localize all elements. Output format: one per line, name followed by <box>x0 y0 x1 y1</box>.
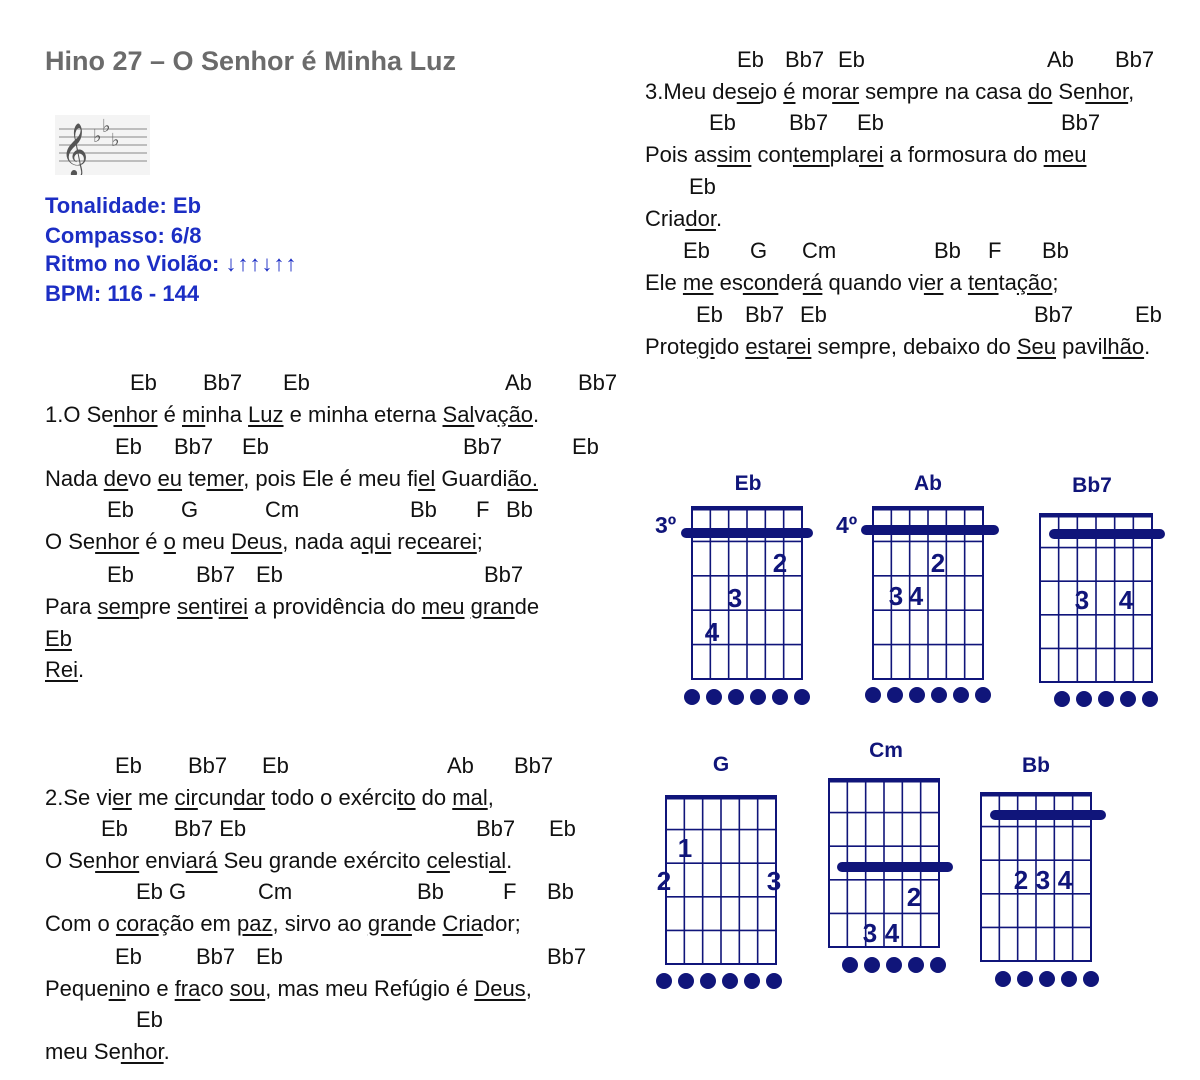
underlined-syllable: to <box>397 785 416 810</box>
chord-symbol: Ab <box>505 370 532 395</box>
lyric-text: todo o exérci <box>265 785 398 810</box>
string-dot <box>1083 971 1099 987</box>
chord-symbol: Bb7 <box>785 47 825 72</box>
chord-symbol: Bb7 <box>463 434 503 459</box>
lyric-text: é <box>157 402 182 427</box>
lyric-text: ção <box>158 911 195 936</box>
chord-diagram-cm <box>829 739 948 973</box>
lyric-text: , <box>487 785 494 810</box>
chord-symbol: Eb <box>256 944 283 969</box>
underlined-syllable: qui <box>361 529 392 554</box>
string-dot <box>1061 971 1077 987</box>
chord-symbol: Bb7 <box>514 753 554 778</box>
underlined-syllable: cora <box>115 911 159 936</box>
chord-symbol: Eb <box>689 174 716 199</box>
underlined-syllable: irei <box>218 594 249 619</box>
string-dot <box>886 957 902 973</box>
underlined-syllable: ce <box>426 848 450 873</box>
string-dot <box>722 973 738 989</box>
lyric-text: me <box>131 785 175 810</box>
underlined-syllable: ão. <box>507 466 538 491</box>
underlined-syllable: Sal <box>442 402 475 427</box>
underlined-syllable: meu <box>421 594 465 619</box>
lyric-text: Seu grande exército <box>217 848 427 873</box>
chord-symbol: Bb <box>1042 238 1069 263</box>
underlined-syllable: eu <box>157 466 183 491</box>
lyric-text: quando vi <box>822 270 924 295</box>
chord-diagram-name: Bb <box>1022 754 1050 777</box>
finger-number: 2 <box>930 548 946 578</box>
lyric-text: , <box>1128 79 1135 104</box>
string-dot <box>728 689 744 705</box>
string-dot <box>864 957 880 973</box>
underlined-syllable: er <box>112 785 132 810</box>
chord-symbol: Eb <box>838 47 865 72</box>
lyric-text: 3.Meu de <box>645 79 737 104</box>
underlined-syllable: ará <box>185 848 218 873</box>
lyric-text: , pois Ele é meu fi <box>243 466 419 491</box>
lyric-text: meu Se <box>45 1039 121 1064</box>
chord-diagram-name: Cm <box>869 739 903 762</box>
chord-symbol: Eb <box>115 753 142 778</box>
string-dot <box>865 687 881 703</box>
lyric-text: pla <box>829 142 860 167</box>
finger-number: 3 <box>1035 865 1051 895</box>
underlined-syllable: rá <box>802 270 823 295</box>
chord-symbol: Eb <box>800 302 827 327</box>
lyric-text: nha <box>205 402 249 427</box>
chord-symbol: Eb <box>115 434 142 459</box>
chord-diagram-ab <box>836 472 994 703</box>
string-dot <box>887 687 903 703</box>
svg-text:𝄞: 𝄞 <box>61 123 89 175</box>
lyric-text: de <box>778 270 803 295</box>
chord-symbol: G <box>750 238 768 263</box>
chord-diagram-bb <box>981 754 1101 987</box>
underlined-syllable: sem <box>97 594 140 619</box>
chord-symbol: Eb <box>115 944 142 969</box>
underlined-syllable: ção <box>497 402 534 427</box>
lyric-text: mo <box>795 79 833 104</box>
string-dot <box>1054 691 1070 707</box>
lyric-text: co <box>200 976 230 1001</box>
lyric-text: t <box>212 594 219 619</box>
chord-symbol: Bb7 <box>203 370 243 395</box>
chord-symbol: F <box>503 879 517 904</box>
underlined-syllable: se <box>736 79 760 104</box>
chord-diagram-name: Bb7 <box>1072 474 1112 497</box>
underlined-syllable: o <box>163 529 176 554</box>
chord-symbol: Eb <box>572 434 599 459</box>
underlined-syllable: con <box>742 270 779 295</box>
lyric-text: meu <box>175 529 231 554</box>
underlined-syllable: nhor <box>95 529 140 554</box>
chord-symbol: Eb <box>683 238 710 263</box>
lyric-text: ta <box>768 334 787 359</box>
chord-symbol: Bb7 <box>547 944 587 969</box>
svg-text:♭: ♭ <box>102 116 111 136</box>
underlined-syllable: sim <box>717 142 752 167</box>
chord-symbol: Eb <box>549 816 576 841</box>
underlined-syllable: tem <box>792 142 830 167</box>
chord-symbol: Bb7 <box>1061 110 1101 135</box>
string-dot <box>1120 691 1136 707</box>
chord-symbol: Eb <box>709 110 736 135</box>
chord-symbol: Bb7 <box>196 562 236 587</box>
underlined-syllable: fra <box>174 976 201 1001</box>
chord-symbol: Bb7 <box>196 944 236 969</box>
lyric-text: de <box>411 911 443 936</box>
lyric-text: 1.O Se <box>45 402 114 427</box>
lyric-text: . <box>78 657 85 682</box>
lyric-text: vo <box>128 466 158 491</box>
underlined-syllable: de <box>103 466 129 491</box>
string-dot <box>909 687 925 703</box>
lyric-text: do <box>415 785 453 810</box>
underlined-syllable: ni <box>108 976 126 1001</box>
underlined-syllable: é <box>783 79 796 104</box>
lyric-text: , sirvo ao <box>272 911 368 936</box>
string-dot <box>1142 691 1158 707</box>
underlined-syllable: mal <box>452 785 488 810</box>
chord-symbol: Bb <box>417 879 444 904</box>
lyric-text: dor <box>482 911 515 936</box>
chord-diagram-eb <box>655 472 810 705</box>
lyric-text: Pois as <box>645 142 718 167</box>
string-dot <box>1039 971 1055 987</box>
chord-diagram-name: G <box>712 753 730 776</box>
underlined-syllable: gi <box>697 334 715 359</box>
chord-symbol: Bb7 Eb <box>174 816 247 841</box>
string-dot <box>656 973 672 989</box>
chord-symbol: Eb <box>130 370 157 395</box>
underlined-syllable: sou <box>229 976 266 1001</box>
underlined-syllable: paz <box>237 911 273 936</box>
lyric-text: Prote <box>645 334 698 359</box>
ritmo-label: Ritmo no Violão: <box>45 251 220 276</box>
chord-symbol: Bb7 <box>578 370 618 395</box>
finger-number: 1 <box>677 833 693 863</box>
underlined-syllable: ten <box>967 270 999 295</box>
chord-symbol: Cm <box>802 238 837 263</box>
underlined-syllable: ção <box>1016 270 1053 295</box>
underlined-syllable: Rei <box>45 657 79 682</box>
finger-number: 3 <box>888 581 904 611</box>
string-dot <box>930 957 946 973</box>
underlined-syllable: el <box>418 466 436 491</box>
underlined-syllable: mi <box>182 402 206 427</box>
underlined-syllable: gran <box>470 594 515 619</box>
finger-number: 4 <box>884 918 900 948</box>
page-title: Hino 27 – O Senhor é Minha Luz <box>45 46 457 76</box>
underlined-syllable: mer <box>206 466 244 491</box>
lyric-text: . <box>506 848 513 873</box>
lyric-text: a providência do <box>248 594 422 619</box>
chord-symbol: Bb7 <box>484 562 524 587</box>
underlined-syllable: rei <box>786 334 812 359</box>
lyric-text: pre <box>139 594 178 619</box>
underlined-syllable: nhor <box>120 1039 164 1064</box>
lyric-text: de <box>514 594 540 619</box>
underlined-syllable: dar <box>233 785 266 810</box>
chord-symbol: Bb7 <box>188 753 228 778</box>
chord-symbol: Eb <box>107 562 134 587</box>
underlined-syllable: rar <box>832 79 860 104</box>
finger-number: 3 <box>766 866 782 896</box>
chord-symbol: Eb <box>283 370 310 395</box>
string-dot <box>842 957 858 973</box>
fret-position-label: 3º <box>655 512 677 538</box>
chord-symbol: F <box>988 238 1002 263</box>
lyric-text: ; <box>1052 270 1059 295</box>
underlined-syllable: cir <box>174 785 198 810</box>
string-dot <box>700 973 716 989</box>
lyric-text: , mas meu Refúgio é <box>265 976 475 1001</box>
chord-diagram-g <box>656 753 782 989</box>
lyric-text: O Se <box>45 848 96 873</box>
lyric-text: 2.Se vi <box>45 785 113 810</box>
underlined-syllable: Luz <box>248 402 284 427</box>
string-dot <box>1098 691 1114 707</box>
underlined-syllable: meu <box>1043 142 1087 167</box>
string-dot <box>766 973 782 989</box>
underlined-syllable: dor <box>685 206 716 231</box>
chord-symbol: Bb7 <box>476 816 516 841</box>
finger-number: 3 <box>1074 585 1090 615</box>
lyric-text: a formosura do <box>883 142 1044 167</box>
chord-diagram-bb7 <box>1040 474 1160 707</box>
underlined-syllable: Seu <box>1016 334 1056 359</box>
lyric-text: va <box>474 402 498 427</box>
underlined-syllable: sen <box>177 594 213 619</box>
underlined-syllable: nhor <box>113 402 158 427</box>
chord-symbol: Eb <box>696 302 723 327</box>
underlined-syllable: al <box>488 848 507 873</box>
lyric-text: O Se <box>45 529 96 554</box>
lyric-text: ; <box>476 529 483 554</box>
lyric-text: envi <box>139 848 186 873</box>
underlined-syllable: cearei <box>416 529 477 554</box>
chord-symbol: Eb G <box>136 879 187 904</box>
chord-symbol: Ab <box>1047 47 1074 72</box>
finger-number: 3 <box>727 583 743 613</box>
lyric-text: Cria <box>645 206 686 231</box>
lyric-text: sempre na casa <box>859 79 1028 104</box>
string-dot <box>953 687 969 703</box>
fret-position-label: 4º <box>836 512 858 538</box>
lyric-text: Nada <box>45 466 104 491</box>
underlined-syllable: nhor <box>95 848 140 873</box>
underlined-syllable: Deus <box>230 529 283 554</box>
string-dot <box>1076 691 1092 707</box>
lyric-text: . <box>533 402 540 427</box>
chord-symbol: Bb <box>506 497 533 522</box>
lyric-text: é <box>139 529 164 554</box>
chord-symbol: Eb <box>136 1007 163 1032</box>
chord-symbol: Eb <box>242 434 269 459</box>
compasso-label: Compasso: 6/8 <box>45 223 202 248</box>
chord-symbol: Bb7 <box>789 110 829 135</box>
chord-symbol: Eb <box>256 562 283 587</box>
finger-number: 2 <box>1013 865 1029 895</box>
underlined-syllable: es <box>745 334 769 359</box>
string-dot <box>931 687 947 703</box>
chord-symbol: Eb <box>262 753 289 778</box>
lyric-text: es <box>713 270 743 295</box>
chord-symbol: Eb <box>857 110 884 135</box>
string-dot <box>684 689 700 705</box>
lyric-text: Peque <box>45 976 109 1001</box>
chord-symbol: Eb <box>101 816 128 841</box>
lyric-text: con <box>751 142 793 167</box>
chord-symbol: Ab <box>447 753 474 778</box>
lyric-text: sempre, debaixo do <box>811 334 1017 359</box>
lyric-text: Para <box>45 594 98 619</box>
string-dot <box>794 689 810 705</box>
underlined-syllable: lhão <box>1102 334 1145 359</box>
lyric-text: e minha eterna <box>283 402 443 427</box>
tonalidade-label: Tonalidade: Eb <box>45 193 202 218</box>
chord-symbol: Eb <box>737 47 764 72</box>
finger-number: 4 <box>1057 865 1073 895</box>
bpm-label: BPM: 116 - 144 <box>45 281 200 306</box>
lyric-text: re <box>391 529 417 554</box>
string-dot <box>975 687 991 703</box>
chord-diagram-name: Ab <box>914 472 942 495</box>
lyric-text: . <box>715 206 723 231</box>
finger-number: 2 <box>772 548 788 578</box>
lyric-text: Com o <box>45 911 116 936</box>
lyric-text: , nada a <box>282 529 362 554</box>
lyric-text: Se <box>1052 79 1086 104</box>
finger-number: 2 <box>906 882 922 912</box>
lyric-text: , <box>525 976 532 1001</box>
chord-symbol: Bb <box>547 879 574 904</box>
lyric-text: ta <box>998 270 1017 295</box>
lyric-text: jo <box>759 79 784 104</box>
string-dot <box>995 971 1011 987</box>
string-dot <box>750 689 766 705</box>
underlined-syllable: Eb <box>45 626 72 651</box>
chord-symbol: Cm <box>265 497 300 522</box>
string-dot <box>706 689 722 705</box>
lyric-text: pavi <box>1056 334 1103 359</box>
chord-symbol: Bb7 <box>1115 47 1155 72</box>
underlined-syllable: gran <box>367 911 412 936</box>
lyric-text: cun <box>197 785 234 810</box>
underlined-syllable: me <box>682 270 714 295</box>
lyric-text: . <box>163 1039 170 1064</box>
lyric-text: do <box>714 334 746 359</box>
underlined-syllable: rei <box>859 142 884 167</box>
chord-diagram-name: Eb <box>734 472 762 495</box>
string-dot <box>772 689 788 705</box>
svg-text:♭: ♭ <box>93 126 102 146</box>
strum-pattern-arrows: ↓↑↑↓↑↑ <box>225 251 298 276</box>
lyric-text: lesti <box>449 848 489 873</box>
lyric-text: a <box>943 270 968 295</box>
lyric-text: no e <box>125 976 175 1001</box>
chord-symbol: G <box>181 497 199 522</box>
svg-text:♭: ♭ <box>111 130 120 150</box>
string-dot <box>744 973 760 989</box>
lyric-text: ; <box>514 911 521 936</box>
chord-symbol: Eb <box>1135 302 1162 327</box>
chord-symbol: Bb7 <box>174 434 214 459</box>
chord-symbol: Cm <box>258 879 293 904</box>
lyric-text: em <box>194 911 237 936</box>
lyric-text: . <box>1144 334 1151 359</box>
string-dot <box>678 973 694 989</box>
finger-number: 4 <box>908 581 924 611</box>
finger-number: 3 <box>862 918 878 948</box>
string-dot <box>908 957 924 973</box>
lyric-text: te <box>182 466 207 491</box>
underlined-syllable: Deus <box>474 976 526 1001</box>
lyric-text: Ele <box>645 270 683 295</box>
underlined-syllable: er <box>923 270 944 295</box>
chord-symbol: Eb <box>107 497 134 522</box>
finger-number: 4 <box>1118 585 1134 615</box>
chord-symbol: Bb7 <box>1034 302 1074 327</box>
chord-symbol: Bb7 <box>745 302 785 327</box>
underlined-syllable: Cria <box>442 911 483 936</box>
underlined-syllable: nhor <box>1085 79 1129 104</box>
underlined-syllable: do <box>1027 79 1053 104</box>
chord-symbol: Bb <box>934 238 961 263</box>
chord-symbol: Bb <box>410 497 437 522</box>
finger-number: 2 <box>656 866 672 896</box>
string-dot <box>1017 971 1033 987</box>
chord-symbol: F <box>476 497 490 522</box>
lyric-text: Guardi <box>435 466 508 491</box>
finger-number: 4 <box>704 617 720 647</box>
